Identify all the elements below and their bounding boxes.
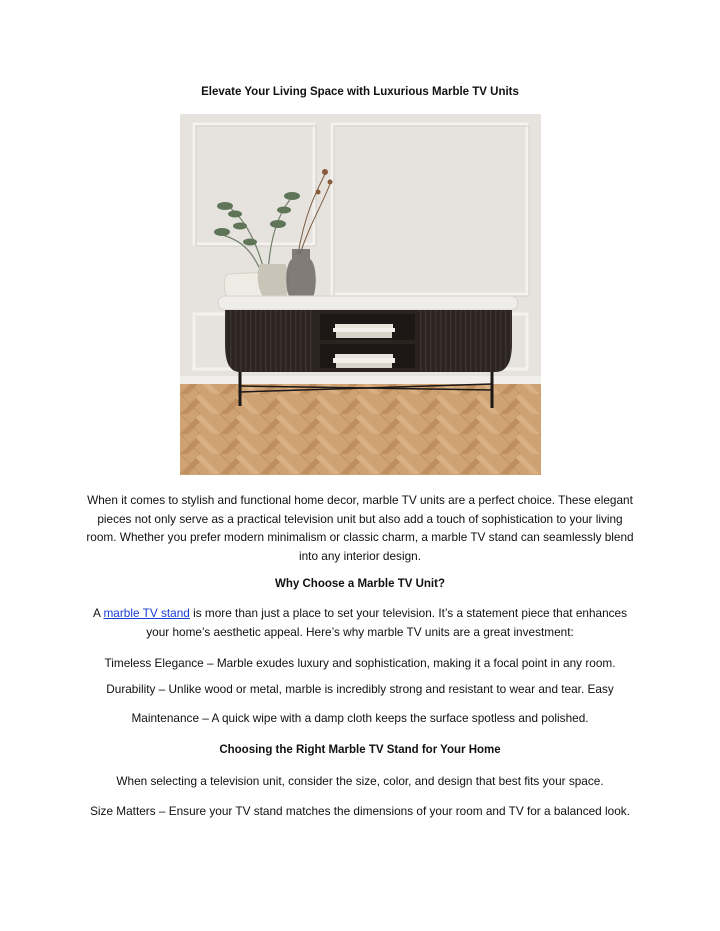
section1-suffix: is more than just a place to set your television. It’s a statement piece that enhances your home’s aesthetic appeal. Here’s why marble TV units are a great investment:	[146, 606, 627, 639]
point-maintenance: Maintenance – A quick wipe with a damp cloth keeps the surface spotless and polished.	[131, 711, 589, 725]
section2-paragraph: When selecting a television unit, consider the size, color, and design that best fits your space.	[116, 774, 604, 788]
page-title: Elevate Your Living Space with Luxurious Marble TV Units	[201, 86, 519, 98]
section1-prefix: A	[92, 606, 104, 620]
point-size-matters: Size Matters – Ensure your TV stand matches the dimensions of your room and TV for a balanced look.	[90, 804, 630, 818]
marble-tv-stand-link[interactable]: marble TV stand	[103, 606, 190, 620]
section-heading-why: Why Choose a Marble TV Unit?	[275, 578, 445, 590]
section1-paragraph	[84, 604, 636, 641]
hero-image	[180, 114, 541, 475]
point-durability: Durability – Unlike wood or metal, marble is incredibly strong and resistant to wear and tear. Easy	[106, 682, 614, 696]
point-timeless-elegance: Timeless Elegance – Marble exudes luxury and sophistication, making it a focal point in any room.	[104, 656, 616, 670]
section-heading-choosing: Choosing the Right Marble TV Stand for Your Home	[219, 744, 501, 756]
intro-paragraph: When it comes to stylish and functional home decor, marble TV units are a perfect choice. These elegant pieces not only serve as a practical television unit but also add a touch of sophistication to your living room. Whether you prefer modern minimalism or classic charm, a marble TV stand can seamlessly blend into any interior design.	[86, 493, 634, 563]
tv-unit-photo-icon	[180, 114, 541, 475]
